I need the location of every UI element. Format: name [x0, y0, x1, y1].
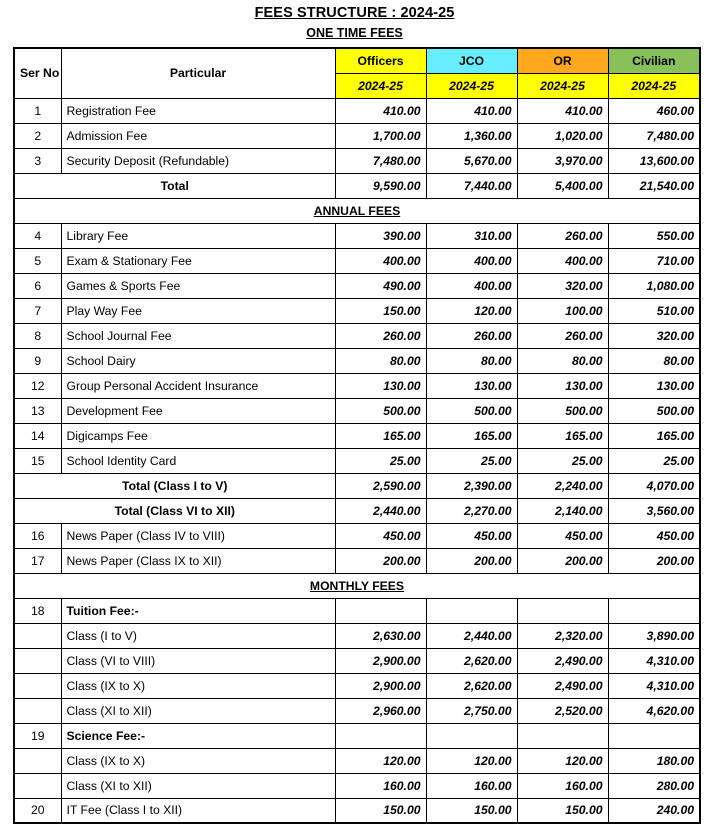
total-label: Total (Class VI to XII): [14, 498, 335, 523]
cell-amount-jco: 310.00: [426, 223, 517, 248]
cell-amount-or: 120.00: [517, 748, 608, 773]
cell-amount-jco: 80.00: [426, 348, 517, 373]
cell-amount-jco: 450.00: [426, 523, 517, 548]
cell-amount-officers: 150.00: [335, 298, 426, 323]
cell-amount-or: 130.00: [517, 373, 608, 398]
cell-amount-civilian: 510.00: [608, 298, 700, 323]
cell-particular: News Paper (Class IV to VIII): [61, 523, 335, 548]
table-row: [14, 123, 700, 148]
table-row: [14, 523, 700, 548]
cell-amount-civilian: 450.00: [608, 523, 700, 548]
cell-amount-civilian: 3,890.00: [608, 623, 700, 648]
cell-amount-or: [517, 598, 608, 623]
cell-ser-no: 13: [14, 398, 61, 423]
cell-amount-or: 2,490.00: [517, 673, 608, 698]
cell-ser-no: 20: [14, 798, 61, 823]
section-heading: ANNUAL FEES: [14, 198, 700, 223]
cell-particular: Security Deposit (Refundable): [61, 148, 335, 173]
cell-particular: Digicamps Fee: [61, 423, 335, 448]
table-row: [14, 448, 700, 473]
cell-amount-jco: 2,440.00: [426, 623, 517, 648]
cell-particular: Play Way Fee: [61, 298, 335, 323]
total-label: Total: [14, 173, 335, 198]
cell-particular: Registration Fee: [61, 98, 335, 123]
cell-amount-or: 160.00: [517, 773, 608, 798]
table-row: [14, 398, 700, 423]
cell-amount-civilian: 4,310.00: [608, 648, 700, 673]
cell-amount-officers: 120.00: [335, 748, 426, 773]
cell-amount-officers: 450.00: [335, 523, 426, 548]
cell-amount-or: 200.00: [517, 548, 608, 573]
cell-amount-or: 5,400.00: [517, 173, 608, 198]
cell-amount-or: 400.00: [517, 248, 608, 273]
table-row-group: [14, 723, 700, 748]
cell-amount-officers: 150.00: [335, 798, 426, 823]
section-heading-row: [14, 198, 700, 223]
cell-particular: Exam & Stationary Fee: [61, 248, 335, 273]
table-body: [14, 98, 700, 823]
table-row-total: [14, 473, 700, 498]
cell-amount-civilian: 460.00: [608, 98, 700, 123]
cell-ser-no: 1: [14, 98, 61, 123]
cell-amount-civilian: 1,080.00: [608, 273, 700, 298]
cell-amount-officers: 2,440.00: [335, 498, 426, 523]
cell-amount-or: 260.00: [517, 223, 608, 248]
cell-amount-or: 150.00: [517, 798, 608, 823]
table-row-total: [14, 498, 700, 523]
cell-amount-or: [517, 723, 608, 748]
cell-ser-no: 15: [14, 448, 61, 473]
cell-amount-or: 100.00: [517, 298, 608, 323]
table-row: [14, 673, 700, 698]
cell-amount-jco: 120.00: [426, 748, 517, 773]
cell-amount-or: 320.00: [517, 273, 608, 298]
cell-amount-jco: [426, 723, 517, 748]
cell-amount-officers: 260.00: [335, 323, 426, 348]
table-row: [14, 548, 700, 573]
cell-amount-officers: 2,900.00: [335, 673, 426, 698]
cell-amount-or: 3,970.00: [517, 148, 608, 173]
table-row-group: [14, 598, 700, 623]
cell-particular: Group Personal Accident Insurance: [61, 373, 335, 398]
cell-amount-officers: [335, 598, 426, 623]
cell-amount-or: 410.00: [517, 98, 608, 123]
cell-particular: Class (IX to X): [61, 673, 335, 698]
cell-particular: Admission Fee: [61, 123, 335, 148]
table-row: [14, 623, 700, 648]
cell-amount-officers: 1,700.00: [335, 123, 426, 148]
table-row: [14, 223, 700, 248]
cell-amount-officers: 25.00: [335, 448, 426, 473]
cell-ser-no: 19: [14, 723, 61, 748]
column-header-jco: JCO: [426, 48, 517, 73]
cell-particular: News Paper (Class IX to XII): [61, 548, 335, 573]
cell-amount-officers: 2,960.00: [335, 698, 426, 723]
fees-table: [13, 47, 701, 824]
cell-ser-no: [14, 673, 61, 698]
cell-amount-civilian: 13,600.00: [608, 148, 700, 173]
cell-ser-no: 8: [14, 323, 61, 348]
cell-particular: Library Fee: [61, 223, 335, 248]
section-heading-row: [14, 573, 700, 598]
cell-amount-officers: 80.00: [335, 348, 426, 373]
total-label: Total (Class I to V): [14, 473, 335, 498]
cell-ser-no: 5: [14, 248, 61, 273]
cell-amount-jco: 25.00: [426, 448, 517, 473]
cell-particular: Class (IX to X): [61, 748, 335, 773]
cell-amount-jco: 500.00: [426, 398, 517, 423]
header-row-categories: [14, 48, 700, 73]
cell-amount-civilian: 240.00: [608, 798, 700, 823]
cell-amount-jco: 1,360.00: [426, 123, 517, 148]
cell-ser-no: 14: [14, 423, 61, 448]
table-row: [14, 323, 700, 348]
cell-amount-civilian: 21,540.00: [608, 173, 700, 198]
table-row: [14, 373, 700, 398]
column-header-year-civilian: 2024-25: [608, 73, 700, 98]
cell-amount-civilian: 550.00: [608, 223, 700, 248]
fees-table-container: [13, 47, 699, 824]
cell-amount-officers: 165.00: [335, 423, 426, 448]
cell-amount-officers: 2,590.00: [335, 473, 426, 498]
cell-amount-jco: [426, 598, 517, 623]
cell-amount-civilian: 280.00: [608, 773, 700, 798]
cell-ser-no: 16: [14, 523, 61, 548]
table-row: [14, 348, 700, 373]
cell-amount-or: 500.00: [517, 398, 608, 423]
cell-amount-civilian: 320.00: [608, 323, 700, 348]
cell-amount-officers: [335, 723, 426, 748]
cell-amount-civilian: 4,310.00: [608, 673, 700, 698]
cell-particular: Science Fee:-: [61, 723, 335, 748]
cell-amount-or: 2,240.00: [517, 473, 608, 498]
cell-particular: School Dairy: [61, 348, 335, 373]
cell-amount-jco: 2,390.00: [426, 473, 517, 498]
cell-particular: Development Fee: [61, 398, 335, 423]
cell-amount-jco: 130.00: [426, 373, 517, 398]
table-row: [14, 98, 700, 123]
cell-amount-or: 165.00: [517, 423, 608, 448]
table-head: [14, 48, 700, 98]
cell-amount-jco: 2,620.00: [426, 648, 517, 673]
cell-amount-or: 80.00: [517, 348, 608, 373]
column-header-year-or: 2024-25: [517, 73, 608, 98]
section-subtitle: ONE TIME FEES: [306, 26, 403, 40]
page-title: FEES STRUCTURE : 2024-25: [254, 5, 455, 21]
cell-amount-civilian: 4,620.00: [608, 698, 700, 723]
cell-ser-no: 7: [14, 298, 61, 323]
column-header-or: OR: [517, 48, 608, 73]
cell-amount-jco: 200.00: [426, 548, 517, 573]
column-header-officers: Officers: [335, 48, 426, 73]
cell-particular: Tuition Fee:-: [61, 598, 335, 623]
cell-amount-or: 2,520.00: [517, 698, 608, 723]
cell-amount-jco: 120.00: [426, 298, 517, 323]
cell-ser-no: 12: [14, 373, 61, 398]
cell-amount-civilian: 80.00: [608, 348, 700, 373]
cell-particular: School Journal Fee: [61, 323, 335, 348]
cell-amount-civilian: 25.00: [608, 448, 700, 473]
table-row: [14, 698, 700, 723]
column-header-civilian: Civilian: [608, 48, 700, 73]
cell-amount-civilian: 710.00: [608, 248, 700, 273]
cell-amount-jco: 2,750.00: [426, 698, 517, 723]
cell-amount-officers: 200.00: [335, 548, 426, 573]
cell-amount-officers: 160.00: [335, 773, 426, 798]
cell-amount-officers: 400.00: [335, 248, 426, 273]
cell-amount-civilian: 7,480.00: [608, 123, 700, 148]
cell-amount-civilian: 4,070.00: [608, 473, 700, 498]
column-header-particular: Particular: [61, 48, 335, 98]
column-header-ser-no: Ser No: [14, 48, 61, 98]
cell-particular: Class (XI to XII): [61, 698, 335, 723]
cell-particular: School Identity Card: [61, 448, 335, 473]
cell-amount-officers: 9,590.00: [335, 173, 426, 198]
table-row: [14, 648, 700, 673]
cell-amount-jco: 400.00: [426, 273, 517, 298]
table-row: [14, 298, 700, 323]
cell-amount-officers: 2,900.00: [335, 648, 426, 673]
cell-ser-no: 6: [14, 273, 61, 298]
table-row: [14, 798, 700, 823]
cell-amount-or: 2,490.00: [517, 648, 608, 673]
table-row: [14, 748, 700, 773]
cell-particular: Games & Sports Fee: [61, 273, 335, 298]
column-header-year-jco: 2024-25: [426, 73, 517, 98]
cell-amount-or: 25.00: [517, 448, 608, 473]
cell-ser-no: 2: [14, 123, 61, 148]
cell-amount-or: 260.00: [517, 323, 608, 348]
table-row: [14, 773, 700, 798]
cell-amount-officers: 500.00: [335, 398, 426, 423]
cell-ser-no: 3: [14, 148, 61, 173]
cell-ser-no: [14, 698, 61, 723]
section-heading: MONTHLY FEES: [14, 573, 700, 598]
cell-particular: Class (VI to VIII): [61, 648, 335, 673]
cell-amount-officers: 490.00: [335, 273, 426, 298]
cell-amount-jco: 400.00: [426, 248, 517, 273]
column-header-year-officers: 2024-25: [335, 73, 426, 98]
cell-particular: IT Fee (Class I to XII): [61, 798, 335, 823]
cell-amount-jco: 2,270.00: [426, 498, 517, 523]
cell-amount-or: 450.00: [517, 523, 608, 548]
cell-amount-jco: 150.00: [426, 798, 517, 823]
cell-ser-no: [14, 773, 61, 798]
cell-amount-jco: 7,440.00: [426, 173, 517, 198]
cell-amount-jco: 5,670.00: [426, 148, 517, 173]
table-row: [14, 248, 700, 273]
cell-amount-civilian: [608, 598, 700, 623]
cell-amount-civilian: [608, 723, 700, 748]
cell-amount-jco: 410.00: [426, 98, 517, 123]
cell-particular: Class (XI to XII): [61, 773, 335, 798]
cell-amount-civilian: 180.00: [608, 748, 700, 773]
cell-amount-officers: 130.00: [335, 373, 426, 398]
cell-amount-or: 2,140.00: [517, 498, 608, 523]
cell-amount-jco: 165.00: [426, 423, 517, 448]
cell-ser-no: 17: [14, 548, 61, 573]
cell-ser-no: 9: [14, 348, 61, 373]
table-row: [14, 273, 700, 298]
cell-ser-no: 18: [14, 598, 61, 623]
cell-amount-civilian: 3,560.00: [608, 498, 700, 523]
cell-amount-civilian: 130.00: [608, 373, 700, 398]
cell-amount-civilian: 200.00: [608, 548, 700, 573]
cell-particular: Class (I to V): [61, 623, 335, 648]
table-row: [14, 148, 700, 173]
cell-amount-jco: 260.00: [426, 323, 517, 348]
cell-amount-or: 2,320.00: [517, 623, 608, 648]
cell-ser-no: [14, 748, 61, 773]
table-row-total: [14, 173, 700, 198]
table-row: [14, 423, 700, 448]
cell-amount-officers: 390.00: [335, 223, 426, 248]
cell-amount-civilian: 500.00: [608, 398, 700, 423]
cell-amount-civilian: 165.00: [608, 423, 700, 448]
cell-amount-officers: 410.00: [335, 98, 426, 123]
cell-ser-no: [14, 648, 61, 673]
cell-ser-no: 4: [14, 223, 61, 248]
cell-amount-or: 1,020.00: [517, 123, 608, 148]
title-block: [0, 0, 709, 42]
cell-ser-no: [14, 623, 61, 648]
cell-amount-jco: 2,620.00: [426, 673, 517, 698]
cell-amount-jco: 160.00: [426, 773, 517, 798]
cell-amount-officers: 7,480.00: [335, 148, 426, 173]
cell-amount-officers: 2,630.00: [335, 623, 426, 648]
